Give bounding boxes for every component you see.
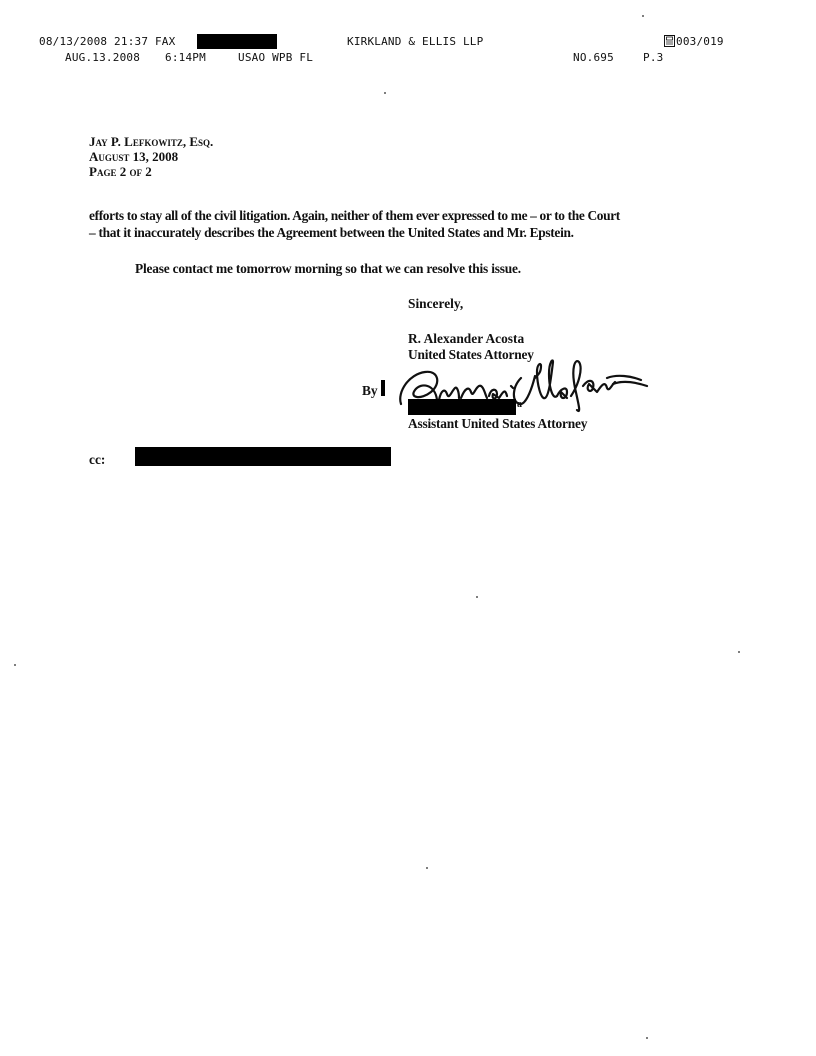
- by-label: By: [362, 383, 378, 398]
- salutation: Sincerely,: [408, 296, 464, 311]
- fax-header-line2-sender: USAO WPB FL: [238, 51, 314, 64]
- fax-header-line2-number: NO.695: [573, 51, 614, 64]
- fax-header-line1-left: 08/13/2008 21:37 FAX: [39, 35, 176, 48]
- scan-speck: [476, 596, 478, 598]
- redaction-cc-recipients: [135, 447, 391, 466]
- redaction-signer-name: [408, 399, 516, 415]
- fax-header-line2-page: P.3: [643, 51, 664, 64]
- redaction-fax-number: [197, 34, 277, 49]
- signatory-name: R. Alexander Acosta: [408, 331, 525, 346]
- fax-header-line2-time: 6:14PM: [165, 51, 206, 64]
- signer-title: Assistant United States Attorney: [408, 416, 588, 431]
- scan-speck: [738, 651, 740, 653]
- fax-machine-icon: [664, 34, 675, 46]
- fax-header-line2-date: AUG.13.2008: [65, 51, 141, 64]
- paragraph-2: Please contact me tomorrow morning so that we can resolve this issue.: [135, 261, 521, 276]
- signatory-title: United States Attorney: [408, 347, 534, 362]
- page-indicator: Page 2 of 2: [89, 164, 152, 179]
- fax-header-page-count: 003/019: [676, 35, 724, 48]
- scan-speck: [646, 1037, 648, 1039]
- by-line-mark: [381, 380, 385, 396]
- addressee-name: Jay P. Lefkowitz, Esq.: [89, 134, 214, 149]
- cc-label: cc:: [89, 452, 106, 467]
- scan-speck: [14, 664, 16, 666]
- scan-speck: [426, 867, 428, 869]
- scan-speck: [642, 15, 644, 17]
- letter-date: August 13, 2008: [89, 149, 179, 164]
- signer-name-suffix: a: [517, 399, 522, 410]
- fax-header-firm: KIRKLAND & ELLIS LLP: [347, 35, 484, 48]
- paragraph-1-line-1: efforts to stay all of the civil litigation. Again, neither of them ever expressed to me – or to the Court: [89, 208, 620, 223]
- paragraph-1-line-2: – that it inaccurately describes the Agreement between the United States and Mr. Epstein.: [89, 225, 574, 240]
- scan-speck: [384, 92, 386, 94]
